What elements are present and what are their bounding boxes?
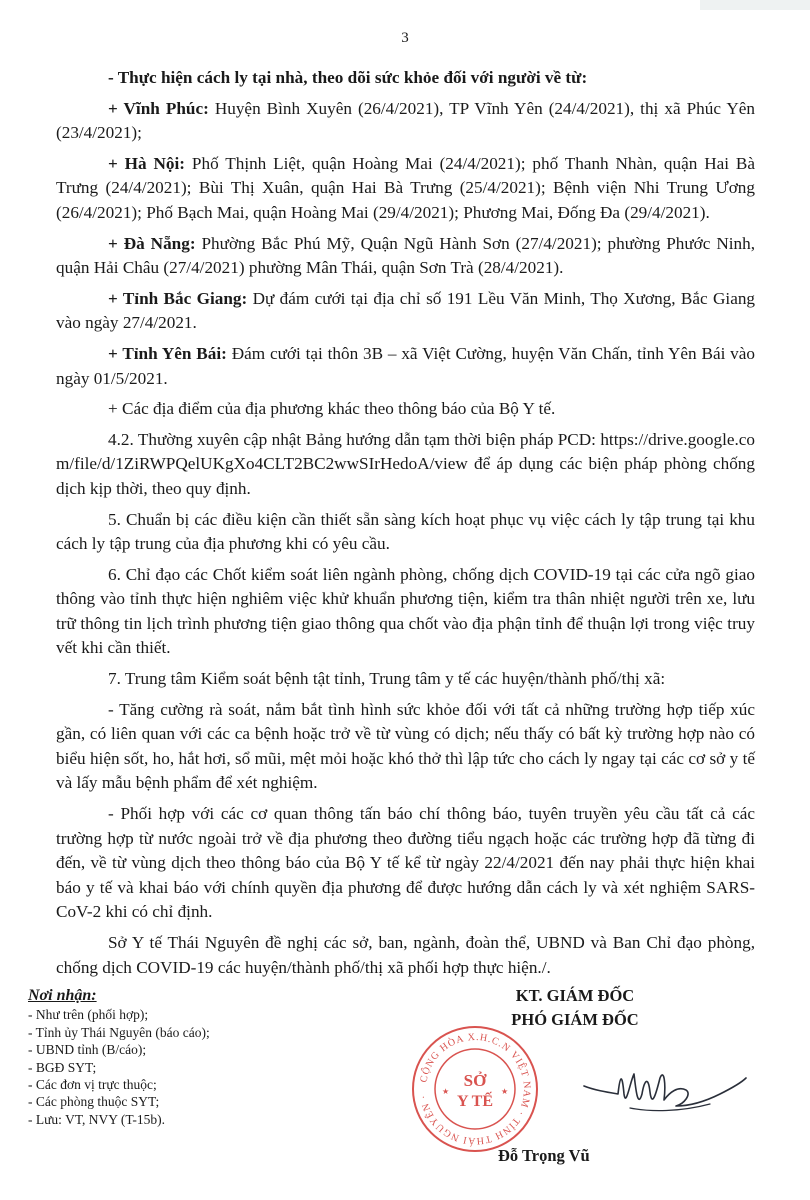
paragraph-other-locations: + Các địa điểm của địa phương khác theo thông báo của Bộ Y tế.: [108, 399, 556, 419]
home-isolation-heading: - Thực hiện cách ly tại nhà, theo dõi sức khỏe đối với người về từ:: [108, 68, 588, 87]
recipient-item: - Tỉnh ủy Thái Nguyên (báo cáo);: [28, 1024, 210, 1040]
signature-block: [400, 986, 780, 1186]
recipient-item: - Như trên (phối hợp);: [28, 1007, 149, 1023]
text-bac-giang: Dự đám cưới tại địa chỉ số 191 Lều Văn Minh, Thọ Xương, Bắc Giang vào ngày 27/4/2021.: [56, 288, 756, 333]
label-ha-noi: + Hà Nội:: [108, 153, 186, 173]
paragraph-6: 6. Chỉ đạo các Chốt kiểm soát liên ngành phòng, chống dịch COVID-19 tại các cửa ngõ giao thông vào tỉnh thực hiện nghiêm việc khử khuẩn phương tiện, kiểm tra thân nhiệt người trên xe, lưu trữ thông tin lịch trình phương tiện giao thông qua chốt vào địa phận tỉnh để thuận lợi trong việc truy vết khi cần thiết.: [56, 564, 755, 658]
handwritten-signature: [580, 1064, 750, 1124]
text-vinh-phuc: Huyện Bình Xuyên (26/4/2021), TP Vĩnh Yên (24/4/2021), thị xã Phúc Yên (23/4/2021);: [56, 98, 755, 143]
page-number: 3: [401, 30, 409, 46]
svg-text:SỞ: SỞ: [463, 1071, 487, 1090]
label-da-nang: + Đà Nẵng:: [108, 233, 196, 253]
text-4-2-start: 4.2. Thường xuyên cập nhật Bảng hướng dẫn tạm thời biện pháp PCD:: [108, 429, 601, 449]
guide-link[interactable]: https://drive.google.com/file/d/1ZiRWPQelUKgXo4CLT2BC2wwSIrHedoA/view: [56, 429, 755, 474]
recipients-title: Nơi nhận:: [28, 987, 97, 1004]
label-yen-bai: + Tỉnh Yên Bái:: [108, 343, 227, 363]
recipient-item: - BGĐ SYT;: [28, 1059, 97, 1075]
paragraph-4-2: [56, 428, 755, 502]
paragraph-yen-bai: [56, 342, 755, 391]
svg-text:Y TẾ: Y TẾ: [456, 1093, 494, 1110]
label-bac-giang: + Tỉnh Bắc Giang:: [108, 288, 248, 308]
paragraph-7-b: - Phối hợp với các cơ quan thông tấn báo chí thông báo, tuyên truyền yêu cầu tất cả các trường hợp từ nước ngoài trở về địa phương theo đường tiểu ngạch hoặc các trường hợp đã từng đi đến, về từ vùng dịch theo thông báo của Bộ Y tế kể từ ngày 22/4/2021 đến nay phải thực hiện khai báo y tế và khai báo với chính quyền địa phương để được hướng dẫn cách ly và xét nghiệm SARS-CoV-2 khi có chỉ định.: [56, 804, 755, 922]
signer-name: Đỗ Trọng Vũ: [498, 1146, 590, 1165]
text-yen-bai: Đám cưới tại thôn 3B – xã Việt Cường, huyện Văn Chấn, tỉnh Yên Bái vào ngày 01/5/2021.: [56, 343, 755, 388]
paragraph-vinh-phuc: [56, 97, 755, 146]
svg-text:★: ★: [501, 1087, 509, 1096]
official-seal: [410, 1024, 540, 1154]
recipient-item: - Các đơn vị trực thuộc;: [28, 1077, 157, 1093]
paragraph-bac-giang: [56, 287, 755, 336]
paragraph-7-a: - Tăng cường rà soát, nắm bắt tình hình sức khỏe đối với tất cả những trường hợp tiếp xúc gần, có liên quan với các ca bệnh hoặc trở về từ vùng có dịch; nếu thấy có bất kỳ trường hợp nào có biểu hiện sốt, ho, hắt hơi, sổ mũi, mệt mỏi hoặc khó thở thì lập tức cho cách ly ngay tại các cơ sở y tế và lấy mẫu bệnh phẩm để xét nghiệm.: [56, 699, 755, 793]
text-4-2-end: để áp dụng các biện pháp phòng chống dịch kịp thời, theo quy định.: [56, 454, 755, 498]
closing-paragraph: Sở Y tế Thái Nguyên đề nghị các sở, ban, ngành, đoàn thể, UBND và Ban Chỉ đạo phòng, chống dịch COVID-19 các huyện/thành phố/thị xã phối hợp thực hiện./.: [56, 933, 755, 977]
recipient-item: - Các phòng thuộc SYT;: [28, 1094, 160, 1110]
signature-title-line2: PHÓ GIÁM ĐỐC: [511, 1010, 639, 1029]
recipient-item: - Lưu: VT, NVY (T-15b).: [28, 1111, 166, 1127]
recipients-block: [28, 987, 388, 1128]
recipient-item: - UBND tỉnh (B/cáo);: [28, 1042, 147, 1058]
paragraph-da-nang: [56, 232, 755, 281]
text-ha-noi: Phố Thịnh Liệt, quận Hoàng Mai (24/4/2021); phố Thanh Nhàn, quận Hai Bà Trưng (24/4/2021); Bùi Thị Xuân, quận Hai Bà Trưng (25/4/2021); Bệnh viện Nhi Trung Ương (26/4/2021); Phố Bạch Mai, quận Hoàng Mai (29/4/2021); Phương Mai, Đống Đa (29/4/2021).: [56, 153, 755, 222]
document-body: [56, 66, 755, 986]
paragraph-ha-noi: [56, 152, 755, 226]
label-vinh-phuc: + Vĩnh Phúc:: [108, 98, 209, 118]
scan-edge-mark: [700, 0, 810, 10]
svg-text:CỘNG HÒA X.H.C.N VIỆT NAM · TỈ: CỘNG HÒA X.H.C.N VIỆT NAM · TỈNH THÁI NGUYÊN ·: [418, 1031, 533, 1147]
signature-title-line1: KT. GIÁM ĐỐC: [515, 986, 635, 1005]
paragraph-7: 7. Trung tâm Kiểm soát bệnh tật tỉnh, Trung tâm y tế các huyện/thành phố/thị xã:: [108, 669, 666, 689]
svg-text:★: ★: [442, 1087, 450, 1096]
text-da-nang: Phường Bắc Phú Mỹ, Quận Ngũ Hành Sơn (27/4/2021); phường Phước Ninh, quận Hải Châu (27/4/2021) phường Mân Thái, quận Sơn Trà (28/4/2021).: [56, 233, 756, 278]
paragraph-5: 5. Chuẩn bị các điều kiện cần thiết sẵn sàng kích hoạt phục vụ việc cách ly tập trung tại khu cách ly tập trung của địa phương khi có yêu cầu.: [56, 509, 755, 554]
